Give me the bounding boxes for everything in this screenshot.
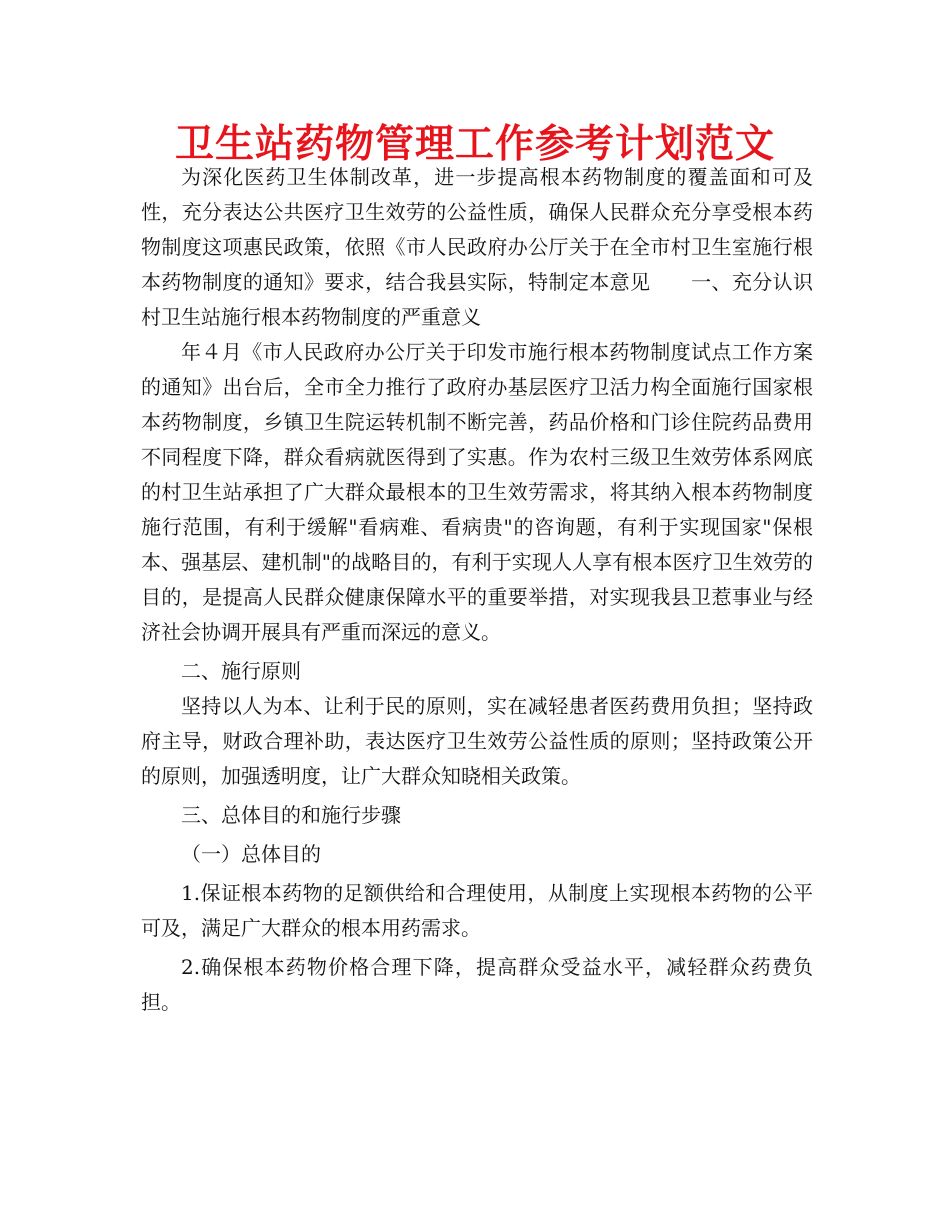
- paragraph-intro: 为深化医药卫生体制改革，进一步提高根本药物制度的覆盖面和可及性，充分表达公共医疗卫生效劳的公益性质，确保人民群众充分享受根本药物制度这项惠民政策，依照《市人民政府办公厅关于在全市村卫生室施行根本药物制度的通知》要求，结合我县实际，特制定本意见 一、充分认识村卫生站施行根本药物制度的严重意义: [141, 165, 813, 329]
- paragraph-principles: 坚持以人为本、让利于民的原则，实在减轻患者医药费用负担；坚持政府主导，财政合理补助，表达医疗卫生效劳公益性质的原则；坚持政策公开的原则，加强透明度，让广大群众知晓相关政策。: [141, 694, 813, 788]
- document-body: [141, 160, 813, 1020]
- heading-overall-goal: （一）总体目的: [181, 842, 321, 866]
- list-item-goal-1: 1.保证根本药物的足额供给和合理使用，从制度上实现根本药物的公平可及，满足广大群众的根本用药需求。: [141, 881, 813, 940]
- heading-principles: 二、施行原则: [181, 659, 301, 683]
- list-item-goal-2: 2.确保根本药物价格合理下降，提高群众受益水平，减轻群众药费负担。: [141, 955, 813, 1014]
- paragraph-background: 年４月《市人民政府办公厅关于印发市施行根本药物制度试点工作方案的通知》出台后，全市全力推行了政府办基层医疗卫活力构全面施行国家根本药物制度，乡镇卫生院运转机制不断完善，药品价格和门诊住院药品费用不同程度下降，群众看病就医得到了实惠。作为农村三级卫生效劳体系网底的村卫生站承担了广大群众最根本的卫生效劳需求，将其纳入根本药物制度施行范围，有利于缓解"看病难、看病贵"的咨询题，有利于实现国家"保根本、强基层、建机制"的战略目的，有利于实现人人享有根本医疗卫生效劳的目的，是提高人民群众健康保障水平的重要举措，对实现我县卫惹事业与经济社会协调开展具有严重而深远的意义。: [141, 340, 813, 644]
- heading-goals-steps: 三、总体目的和施行步骤: [181, 803, 401, 827]
- document-title: 卫生站药物管理工作参考计划范文: [174, 122, 775, 167]
